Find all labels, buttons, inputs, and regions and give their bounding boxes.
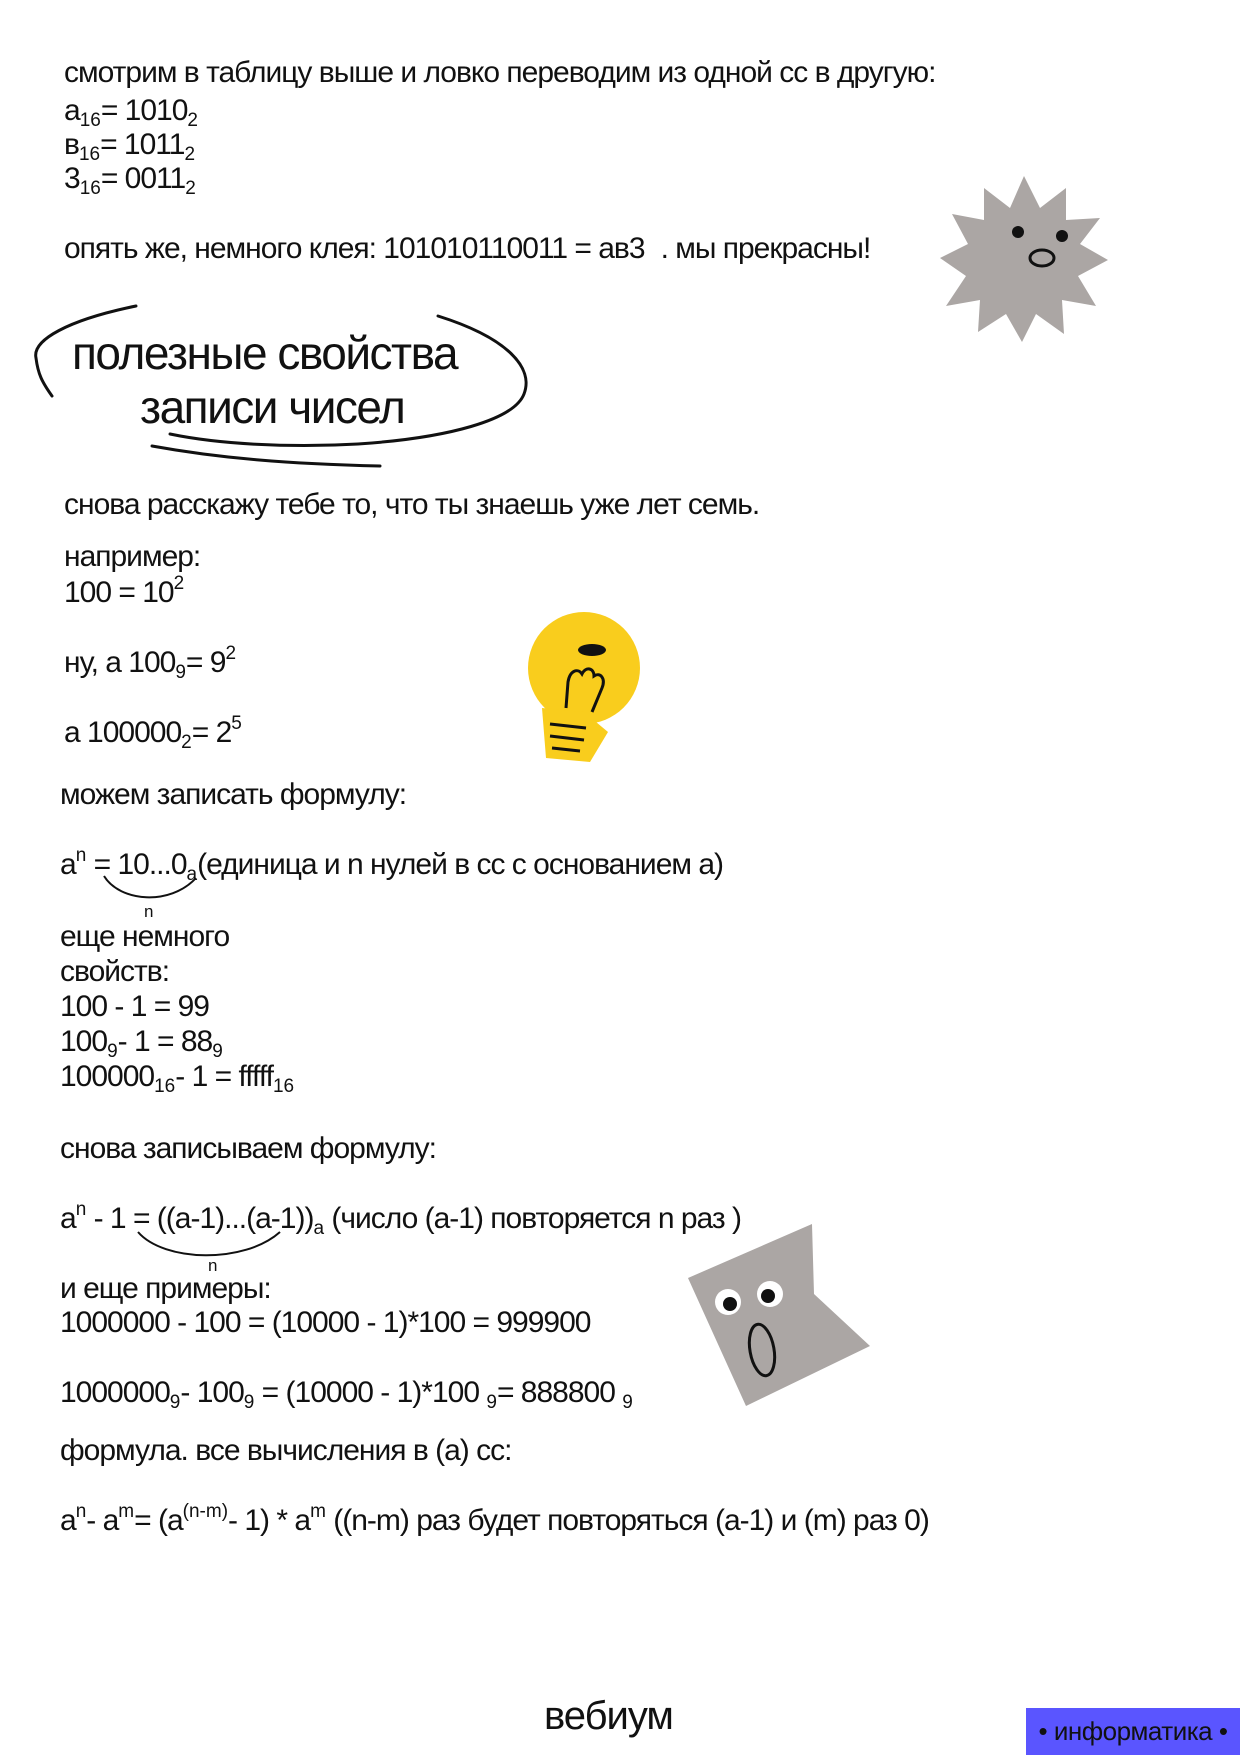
section-heading: записи чисел: [140, 381, 405, 433]
square-face-sticker-icon: [686, 1222, 872, 1408]
sun-sticker-icon: [938, 172, 1110, 344]
props-label: еще немного: [60, 920, 230, 953]
lead-text: снова расскажу тебе то, что ты знаешь уже лет семь.: [64, 488, 760, 521]
conversion-row: $а_{16}= 1010_2$: [64, 94, 198, 131]
formula-row: $a^n-$ $a^m= (a^{(n-m)}-$ $1) * a^m$ ((n-m) раз будет повторяться (а-1) и (m) раз 0): [60, 1501, 929, 1537]
example-row: $1000000_9-$ $100_9 = (10000 - 1)*100$ $_9$= 888800 $_9$: [60, 1376, 633, 1413]
formula-label: снова записываем формулу:: [60, 1132, 437, 1165]
intro-text: смотрим в таблицу выше и ловко переводим из одной сс в другую:: [64, 56, 936, 89]
brace-label: n: [144, 902, 154, 921]
property-row: $100000_{16}-$ 1 = fffff$_{16}$: [60, 1060, 295, 1097]
brace-label: n: [208, 1256, 218, 1275]
more-label: и еще примеры:: [60, 1272, 271, 1305]
formula-row: $a^n - 1 = ((a-1)...(a-1))_a$ (число (а-1) повторяется n раз ): [60, 1199, 741, 1239]
example-row: 1000000 - 100 = (10000 - 1)*100 = 999900: [60, 1306, 591, 1339]
property-row: $100_9-$ $1 = 88_9$: [60, 1025, 223, 1062]
glue-text: опять же, немного клея: 101010110011 = ав3 . мы прекрасны!: [64, 232, 871, 265]
conversion-row: $3_{16}= 0011_2$: [64, 162, 196, 199]
brace-icon: [100, 872, 200, 906]
example-row: $100 = 10^2$: [64, 573, 185, 609]
brand-logo: вебиум: [544, 1694, 673, 1738]
formula-label: формула. все вычисления в (а) сс:: [60, 1434, 512, 1467]
section-heading: полезные свойства: [72, 327, 458, 379]
property-row: 100 - 1 = 99: [60, 990, 209, 1023]
formula-row: $a^n$ = $10...0_a(единица$ и n нулей в сс с основанием а): [60, 845, 724, 885]
conversion-row: $в_{16}= 1011_2$: [64, 128, 196, 165]
formula-label: можем записать формулу:: [60, 778, 407, 811]
example-row: ну, а $100_9= 9^2$: [64, 643, 237, 683]
example-label: например:: [64, 540, 201, 573]
example-row: а $100000_2= 2^5$: [64, 713, 242, 753]
lightbulb-sticker-icon: [520, 612, 648, 768]
subject-tag: • информатика •: [1026, 1708, 1240, 1755]
props-label: свойств:: [60, 955, 170, 988]
